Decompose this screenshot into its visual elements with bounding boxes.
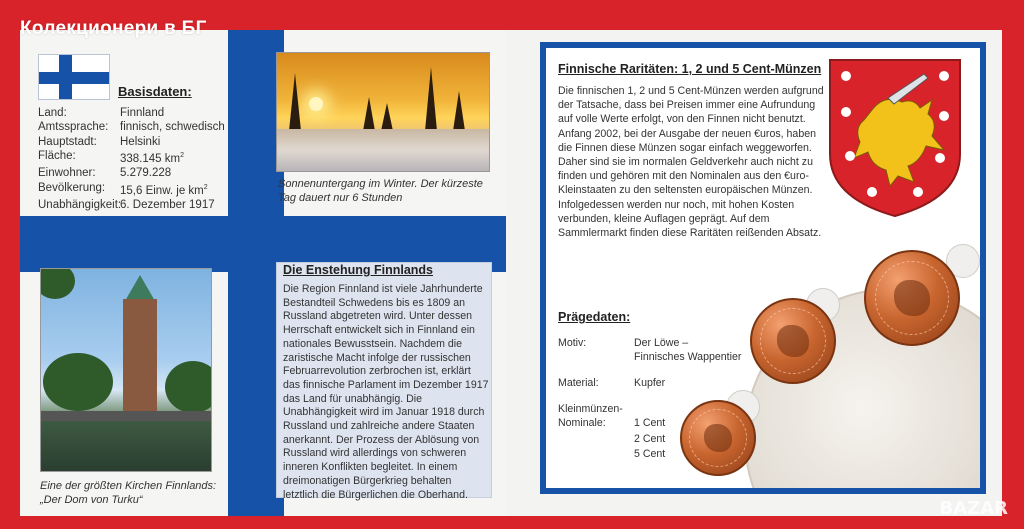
church-photo (40, 268, 212, 472)
fact-row: Unabhängigkeit: 6. Dezember 1917 (38, 199, 215, 212)
motiv-value: Der Löwe – Finnisches Wappentier (634, 337, 742, 364)
left-panel (20, 30, 508, 516)
fact-row: Amtssprache: finnisch, schwedisch (38, 121, 225, 134)
fact-row: Einwohner: 5.279.228 (38, 167, 172, 180)
basisdaten-table (38, 106, 225, 213)
history-title: Die Enstehung Finnlands (283, 263, 434, 277)
sunset-photo (276, 52, 490, 172)
church-caption: Eine der größten Kirchen Finnlands: „Der Dom von Turku“ (40, 480, 217, 506)
finland-flag-icon (38, 54, 110, 100)
sunset-caption: Sonnenuntergang im Winter. Der kürzeste Tag dauert nur 6 Stunden (278, 178, 483, 204)
basisdaten-title: Basisdaten: (118, 84, 192, 99)
rarities-text: Die finnischen 1, 2 und 5 Cent-Münzen werden aufgrund der Tatsache, dass bei Preisen immer eine Aufrundung auf volle Werte erfolgt, von den Finnen nicht benutzt. Anfang 2002, bei der Ausgabe der neuen €uros, haben die Finnen diese Münzen sogar einfach weggeworfen. Daher sind sie im normalen Geldverkehr auch nicht zu finden und gehören mit den Nominalen aus den €uro-Kleinstaaten zu den seltensten europäischen Münzen. Infolgedessen werden nur noch, mit hohen Kosten verbunden, kleine Auflagen geprägt. Auf dem Sammlermarkt finden diese Raritäten reißenden Absatz. (558, 85, 824, 240)
history-box (276, 262, 492, 501)
coin-2-cent (750, 298, 836, 384)
motiv-label: Motiv: (558, 337, 587, 349)
watermark-text: Колекционери в БГ (20, 18, 207, 39)
coin-1-cent (680, 400, 756, 476)
coin-5-cent (864, 250, 960, 346)
bazar-watermark: BAZAR (939, 498, 1008, 519)
history-text: Die Region Finnland ist viele Jahrhunderte Bestandteil Schwedens bis es 1809 an Russland abgetreten wird. Unter dessen Herrschaft entwickelt sich in Finnland ein nationales Bewusstsein. Nachdem die zaristische Macht infolge der russischen Februarrevolution zerbrochen ist, erklärt das finnische Parlament im Dezember 1917 das Land für unabhängig. Die Unabhängigkeit wird im Januar 1918 durch Russland und zahlreiche andere Staaten anerkannt. Der Prozess der Ablösung von Russland wird allerdings von schweren inneren Konflikten begleitet. In einem dreimonatigen Bürgerkrieg behalten letztlich die Bürgerlichen die Oberhand. (283, 283, 489, 501)
coat-of-arms-icon (828, 58, 962, 218)
nominale-values: 1 Cent 2 Cent 5 Cent (634, 417, 666, 460)
fact-row: Bevölkerung: 15,6 Einw. je $km^2$ (38, 181, 208, 197)
material-label: Material: (558, 377, 599, 389)
material-value: Kupfer (634, 377, 666, 389)
fact-row: Hauptstadt: Helsinki (38, 135, 161, 148)
rarities-title: Finnische Raritäten: 1, 2 und 5 Cent-Münzen (558, 62, 822, 76)
fact-row: Fläche: 338.145 $km^2$ (38, 150, 185, 166)
coin-card (540, 42, 986, 494)
nominale-label: Kleinmünzen- Nominale: (558, 403, 623, 430)
praegedaten-title: Prägedaten: (558, 310, 631, 324)
fact-row: Land: Finnland (38, 107, 165, 119)
